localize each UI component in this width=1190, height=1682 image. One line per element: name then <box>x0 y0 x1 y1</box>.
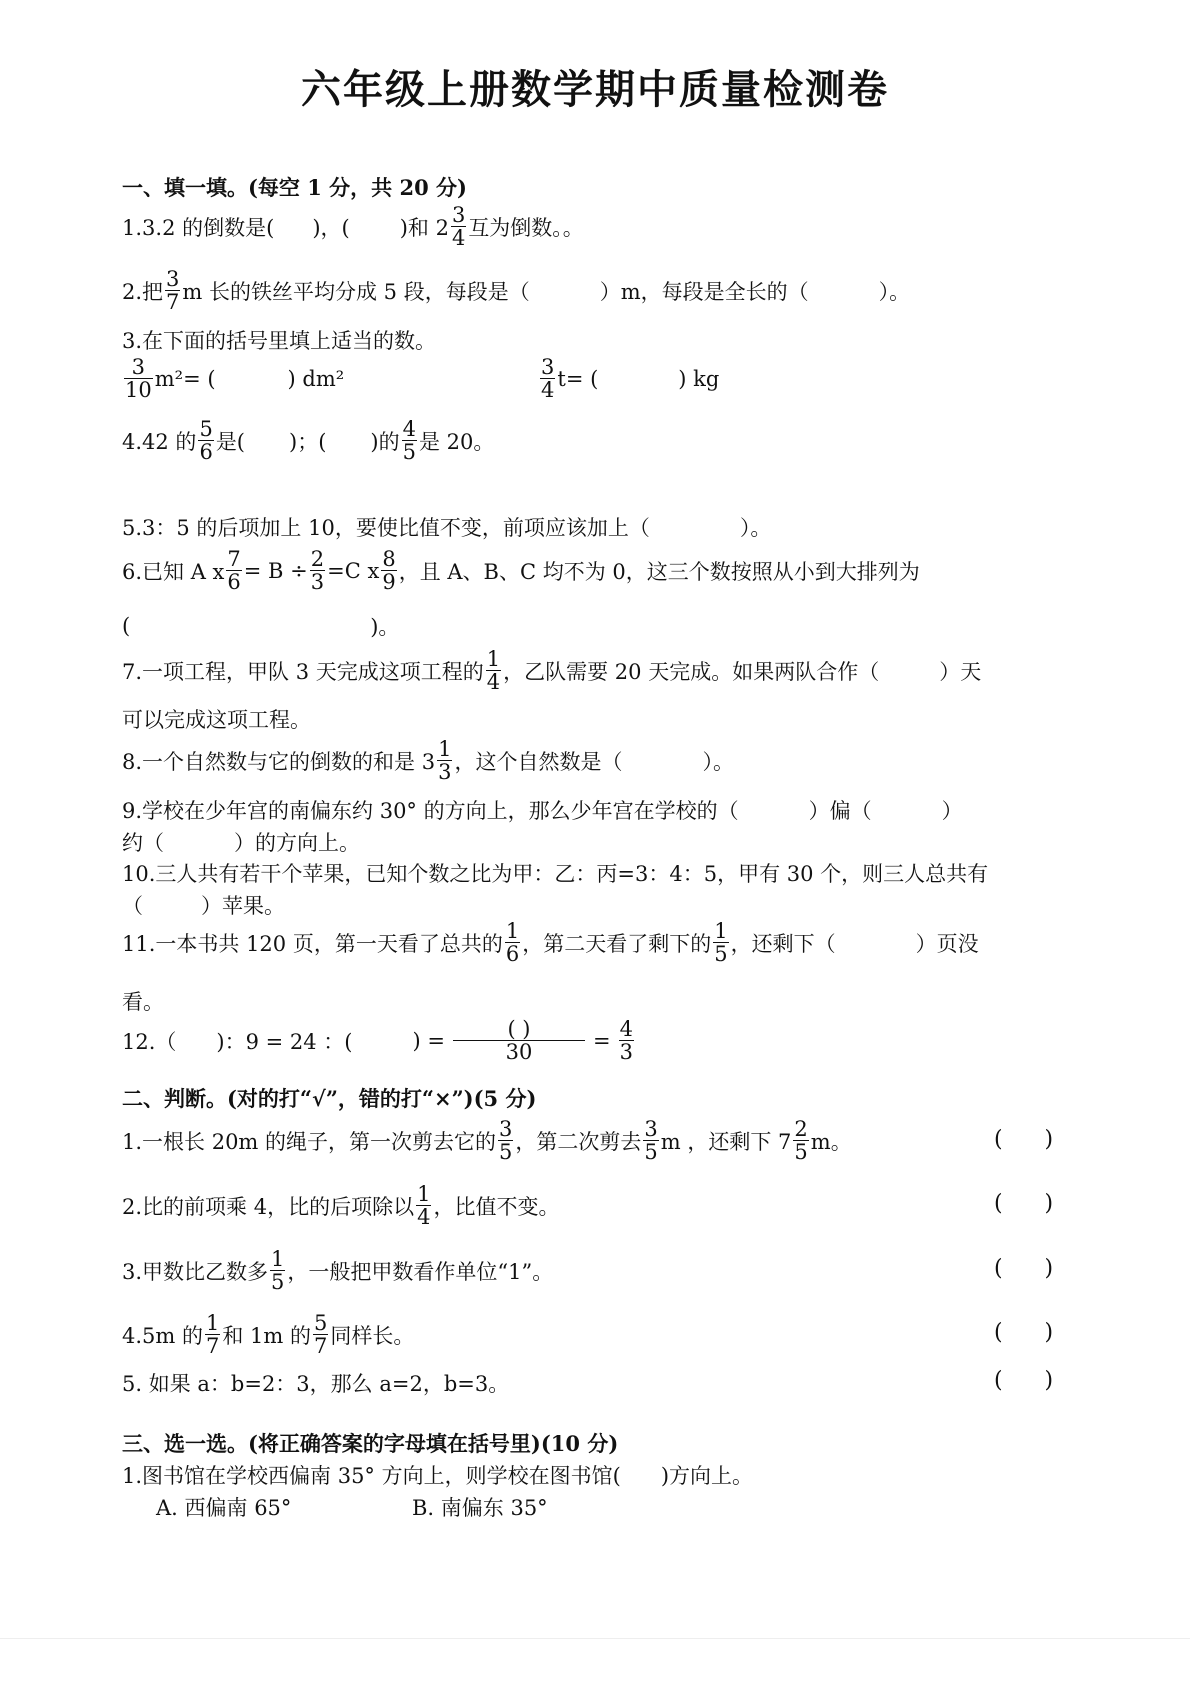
question-1-8: 8.一个自然数与它的倒数的和是 3 $\frac{1}{3}$ ，这个自然数是（ ）。 <box>122 737 734 785</box>
judge-item-5: 5. 如果 a：b=2：3，那么 a=2，b=3。 <box>122 1372 510 1396</box>
answer-paren-2[interactable]: ( ) <box>994 1191 1054 1216</box>
question-1-9-line2: 约（ ）的方向上。 <box>122 831 360 855</box>
answer-paren-5[interactable]: ( ) <box>994 1368 1054 1393</box>
question-1-3-left: $\frac{3}{10}$ m²= ( ) dm² <box>125 355 345 403</box>
question-1-12: 12.（ )：9 = 24 ：( ) = $\frac{( )}{30}$ = $\frac{4}{3}$ <box>122 1017 633 1065</box>
question-1-11-line2: 看。 <box>122 990 164 1014</box>
option-b[interactable]: B. 南偏东 35° <box>412 1496 548 1520</box>
section-2-heading: 二、判断。(对的打“√”，错的打“×”)(5 分) <box>122 1086 537 1111</box>
question-1-1: 1.3.2 的倒数是( )，( )和 2 $\frac{3}{4}$ 互为倒数。。 <box>122 203 584 251</box>
option-a[interactable]: A. 西偏南 65° <box>156 1496 292 1520</box>
question-1-10: 10.三人共有若干个苹果，已知个数之比为甲：乙：丙=3：4：5，甲有 30 个，则三人总共有 <box>122 862 989 886</box>
question-1-6-line2: ( )。 <box>122 614 400 639</box>
judge-item-3: 3.甲数比乙数多 $\frac{1}{5}$ ，一般把甲数看作单位“1”。 <box>122 1247 554 1295</box>
section-1-heading: 一、填一填。(每空 1 分，共 20 分) <box>122 175 467 200</box>
question-1-10-line2: （ ）苹果。 <box>122 894 285 918</box>
question-1-7: 7.一项工程，甲队 3 天完成这项工程的 $\frac{1}{4}$ ，乙队需要 20 天完成。如果两队合作（ ）天 <box>122 647 982 695</box>
question-1-7-line2: 可以完成这项工程。 <box>122 708 311 732</box>
judge-item-1: 1.一根长 20m 的绳子，第一次剪去它的 $\frac{3}{5}$ ，第二次剪去 $\frac{3}{5}$ m ，还剩下 7 $\frac{2}{5}$ m。 <box>122 1117 852 1165</box>
page-bottom-divider <box>0 1638 1190 1639</box>
judge-item-2: 2.比的前项乘 4，比的后项除以 $\frac{1}{4}$ ，比值不变。 <box>122 1182 560 1230</box>
choice-question-1: 1.图书馆在学校西偏南 35° 方向上，则学校在图书馆( )方向上。 <box>122 1464 754 1488</box>
question-1-9: 9.学校在少年宫的南偏东约 30° 的方向上，那么少年宫在学校的（ ）偏（ ） <box>122 799 963 823</box>
section-3-heading: 三、选一选。(将正确答案的字母填在括号里)(10 分) <box>122 1431 619 1456</box>
question-1-5: 5.3：5 的后项加上 10，要使比值不变，前项应该加上（ ）。 <box>122 516 772 540</box>
page-title: 六年级上册数学期中质量检测卷 <box>301 66 889 113</box>
question-1-6: 6.已知 A x $\frac{7}{6}$ = B ÷ $\frac{2}{3}$ =C x $\frac{8}{9}$ ，且 A、B、C 均不为 0，这三个数按照从小到大排列为 <box>122 547 920 595</box>
question-1-2: 2.把 $\frac{3}{7}$ m 长的铁丝平均分成 5 段，每段是（ ）m，每段是全长的（ ）。 <box>122 267 911 315</box>
question-1-11: 11.一本书共 120 页，第一天看了总共的 $\frac{1}{6}$ ，第二天看了剩下的 $\frac{1}{5}$ ，还剩下（ ）页没 <box>122 919 979 967</box>
question-1-3: 3.在下面的括号里填上适当的数。 <box>122 329 437 353</box>
answer-paren-3[interactable]: ( ) <box>994 1256 1054 1281</box>
question-1-3-right: $\frac{3}{4}$ t= ( ) kg <box>541 355 720 403</box>
answer-paren-4[interactable]: ( ) <box>994 1320 1054 1345</box>
answer-paren-1[interactable]: ( ) <box>994 1127 1054 1152</box>
question-1-4: 4.42 的 $\frac{5}{6}$ 是( )；( )的 $\frac{4}{5}$ 是 20。 <box>122 417 495 465</box>
judge-item-4: 4.5m 的 $\frac{1}{7}$ 和 1m 的 $\frac{5}{7}$ 同样长。 <box>122 1311 415 1359</box>
